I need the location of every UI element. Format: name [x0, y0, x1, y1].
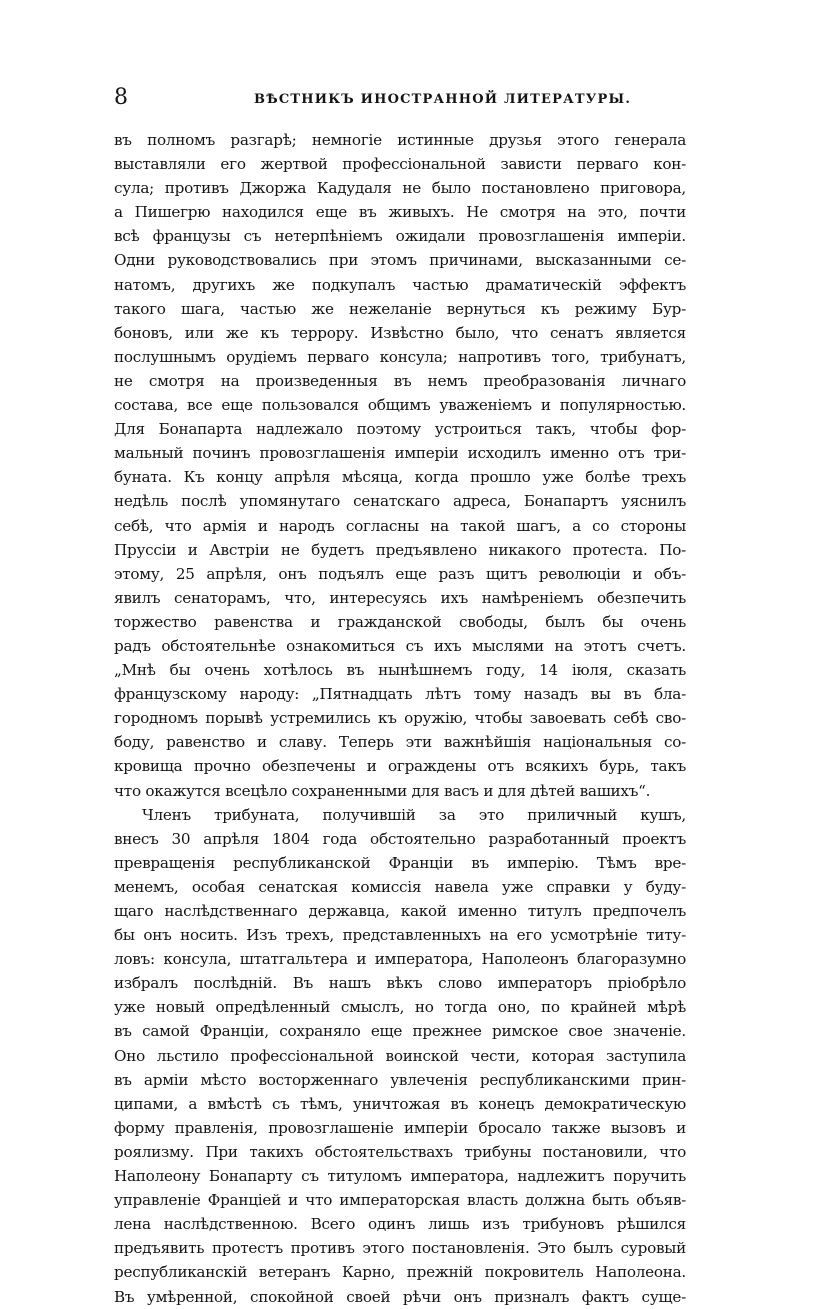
text-line: ципами, а вмѣстѣ съ тѣмъ, уничтожая въ конецъ демократическую [114, 1094, 686, 1113]
text-line: боновъ, или же къ террору. Извѣстно было, что сенатъ является [114, 323, 686, 342]
text-line: такого шага, частью же нежеланіе вернуться къ режиму Бур- [114, 299, 686, 318]
text-line: французскому народу: „Пятнадцать лѣтъ тому назадъ вы въ бла- [114, 685, 686, 704]
text-line: внесъ 30 апрѣля 1804 года обстоятельно разработанный проектъ [114, 829, 686, 848]
text-line: радъ обстоятельнѣе ознакомиться съ ихъ мыслями на этотъ счетъ. [114, 636, 686, 655]
text-line: недѣль послѣ упомянутаго сенатскаго адреса, Бонапартъ уяснилъ [114, 492, 686, 511]
text-line: натомъ, другихъ же подкупалъ частью драматическій эффектъ [114, 275, 686, 294]
text-line: мальный починъ провозглашенія имперіи исходилъ именно отъ три- [114, 444, 686, 463]
text-line: себѣ, что армія и народъ согласны на такой шагъ, а со стороны [114, 516, 686, 535]
text-line: республиканскій ветеранъ Карно, прежній покровитель Наполеона. [114, 1263, 686, 1282]
text-line: буната. Къ концу апрѣля мѣсяца, когда прошло уже болѣе трехъ [114, 468, 686, 487]
text-line: „Мнѣ бы очень хотѣлось въ нынѣшнемъ году, 14 іюля, сказать [114, 661, 686, 680]
text-line: уже новый опредѣленный смыслъ, но тогда оно, по крайней мѣрѣ [114, 998, 686, 1017]
text-line: а Пишегрю находился еще въ живыхъ. Не смотря на это, почти [114, 203, 686, 222]
text-line: состава, все еще пользовался общимъ уваженіемъ и популярностью. [114, 396, 686, 415]
text-line: форму правленія, провозглашеніе имперіи бросало также вызовъ и [114, 1118, 686, 1137]
text-line: управленіе Франціей и что императорская власть должна быть объяв- [114, 1191, 686, 1210]
text-line: бы онъ носить. Изъ трехъ, представленныхъ на его усмотрѣніе титу- [114, 926, 686, 945]
text-line: этому, 25 апрѣля, онъ подъялъ еще разъ щитъ революціи и объ- [114, 564, 686, 583]
text-line: въ самой Франціи, сохраняло еще прежнее римское свое значеніе. [114, 1022, 686, 1041]
text-line: превращенія республиканской Франціи въ имперію. Тѣмъ вре- [114, 853, 686, 872]
text-line: избралъ послѣдній. Въ нашъ вѣкъ слово императоръ пріобрѣло [114, 974, 686, 993]
text-line: всѣ французы съ нетерпѣніемъ ожидали провозглашенія имперіи. [114, 227, 686, 246]
text-line: Оно льстило профессіональной воинской чести, которая заступила [114, 1046, 686, 1065]
paragraph-start-line: Членъ трибуната, получившій за это приличный кушъ, [142, 805, 686, 824]
text-line: предъявить протестъ противъ этого постановленія. Это былъ суровый [114, 1239, 686, 1258]
page-number: 8 [114, 85, 128, 110]
text-line: въ арміи мѣсто восторженнаго увлеченія республиканскими прин- [114, 1070, 686, 1089]
text-line: менемъ, особая сенатская комиссія навела уже справки у буду- [114, 877, 686, 896]
body-text [114, 128, 686, 1309]
text-line: боду, равенство и славу. Теперь эти важнѣйшія національныя со- [114, 733, 686, 752]
text-line: послушнымъ орудіемъ перваго консула; напротивъ того, трибунатъ, [114, 347, 686, 366]
text-line: городномъ порывѣ устремились къ оружію, чтобы завоевать себѣ сво- [114, 709, 686, 728]
text-line: торжество равенства и гражданской свободы, былъ бы очень [114, 612, 686, 631]
text-line: кровища прочно обезпечены и ограждены отъ всякихъ бурь, такъ [114, 757, 686, 776]
text-line: Пруссіи и Австріи не будетъ предъявлено никакого протеста. По- [114, 540, 686, 559]
running-title: ВѢСТНИКЪ ИНОСТРАННОЙ ЛИТЕРАТУРЫ. [254, 92, 632, 107]
text-line: Одни руководствовались при этомъ причинами, высказанными се- [114, 251, 686, 270]
book-page [114, 80, 686, 1309]
text-line: въ полномъ разгарѣ; немногіе истинные друзья этого генерала [114, 131, 686, 149]
text-line: лена наслѣдственною. Всего одинъ лишь изъ трибуновъ рѣшился [114, 1215, 686, 1234]
text-line: не смотря на произведенныя въ немъ преобразованія личнаго [114, 371, 686, 390]
paragraph-end-line: что окажутся всецѣло сохраненными для васъ и для дѣтей вашихъ“. [114, 781, 651, 800]
text-line: роялизму. При такихъ обстоятельствахъ трибуны постановили, что [114, 1142, 686, 1161]
text-line: выставляли его жертвой профессіональной зависти перваго кон- [114, 155, 686, 174]
text-line: Для Бонапарта надлежало поэтому устроиться такъ, чтобы фор- [114, 420, 686, 439]
text-line: ловъ: консула, штатгальтера и императора, Наполеонъ благоразумно [114, 950, 686, 969]
text-line: сула; противъ Джоржа Кадудаля не было постановлено приговора, [114, 179, 686, 198]
text-line: Въ умѣренной, спокойной своей рѣчи онъ призналъ фактъ суще- [114, 1287, 686, 1306]
text-line: Наполеону Бонапарту съ титуломъ императора, надлежитъ поручить [114, 1167, 686, 1186]
text-line: щаго наслѣдственнаго державца, какой именно титулъ предпочелъ [114, 902, 686, 920]
text-line: явилъ сенаторамъ, что, интересуясь ихъ намѣреніемъ обезпечить [114, 588, 686, 607]
page-header [114, 80, 686, 116]
